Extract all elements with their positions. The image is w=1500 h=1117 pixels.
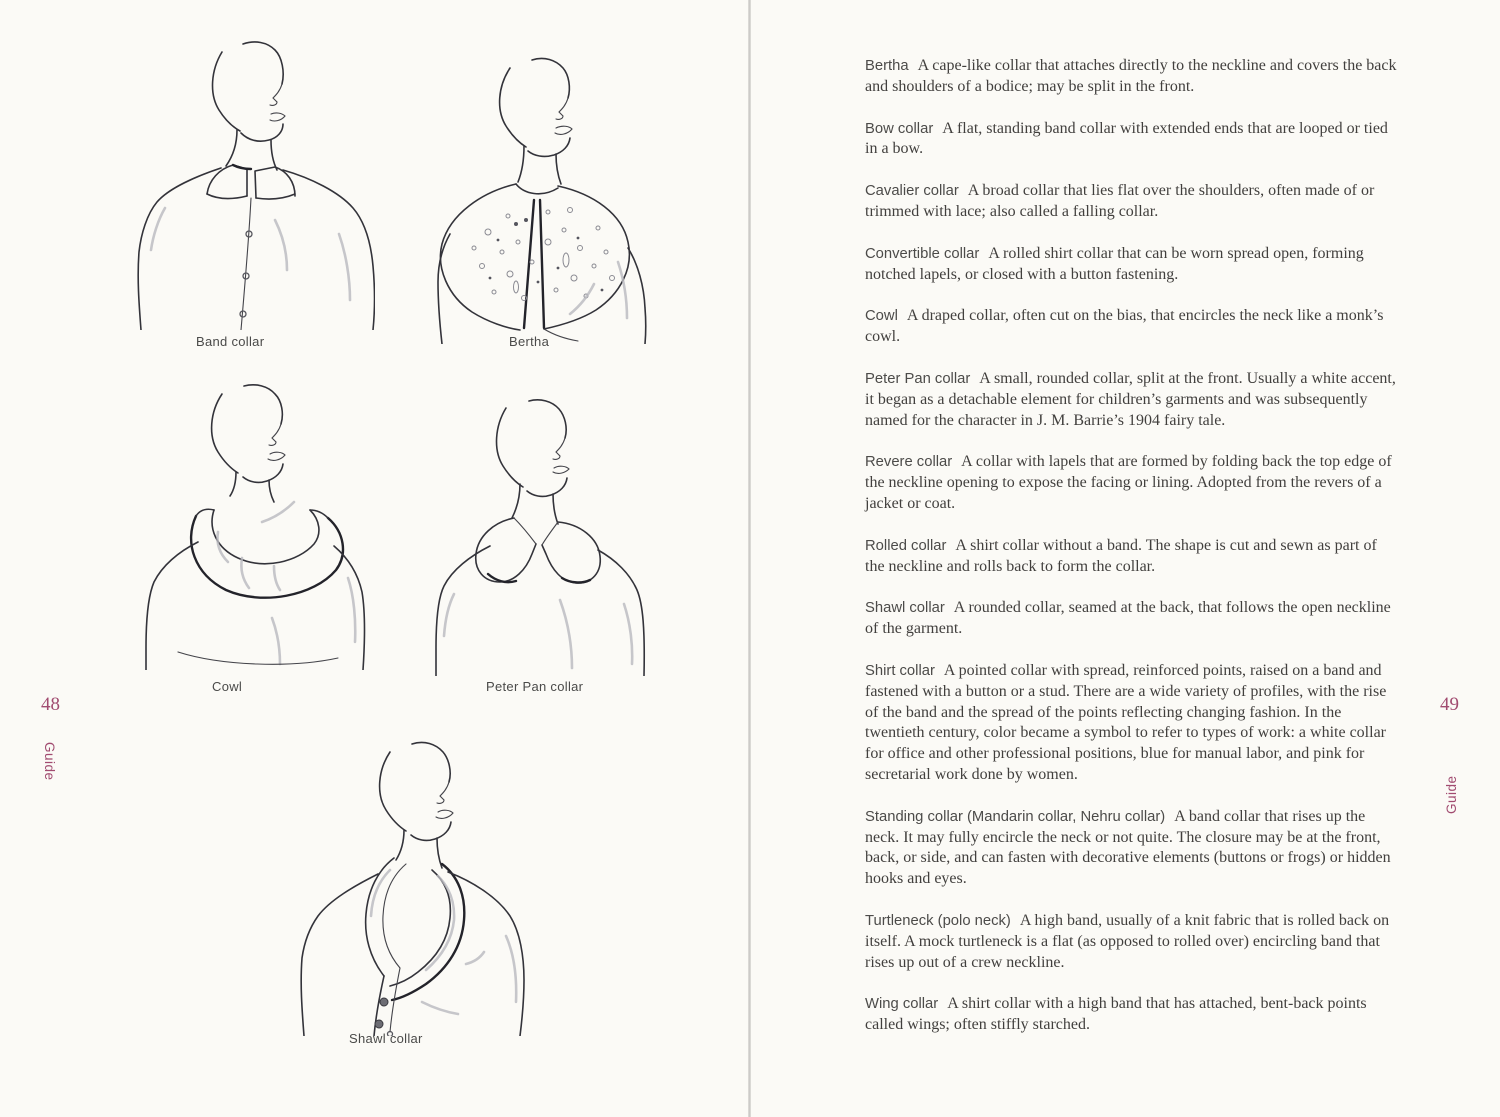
shawl-collar-figure: [262, 740, 548, 1036]
figure-caption-cowl: Cowl: [212, 679, 243, 694]
glossary-entry: [865, 369, 1397, 431]
bertha-collar-illustration: [398, 52, 668, 344]
glossary-entry: [865, 911, 1397, 973]
glossary-entry: [865, 452, 1397, 514]
glossary-entry: [865, 244, 1397, 286]
figure-caption-peter-pan: Peter Pan collar: [486, 679, 584, 694]
glossary-entry: [865, 119, 1397, 161]
figure-caption-band-collar: Band collar: [196, 334, 265, 349]
entry-definition: A collar with lapels that are formed by folding back the top edge of the neckline opening to expose the facing or lining. Adopted from the revers of a jacket or coat.: [865, 453, 1392, 512]
entry-definition: A small, rounded collar, split at the front. Usually a white accent, it began as a detachable element for children’s garments and was subsequently named for the character in J. M. Barrie’s 1904 fairy tale.: [865, 369, 1396, 429]
entry-definition: A cape-like collar that attaches directly to the neckline and covers the back and shoulders of a bodice; may be split in the front.: [865, 57, 1397, 95]
entry-definition: A band collar that rises up the neck. It may fully encircle the neck or not quite. The closure may be at the front, back, or side, and can fasten with decorative elements (buttons or frogs) or hidden hooks and eyes.: [865, 807, 1391, 888]
left-page: [0, 0, 749, 1117]
entry-definition: A broad collar that lies flat over the shoulders, often made of or trimmed with lace; also called a falling collar.: [865, 182, 1375, 220]
band-collar-illustration: [125, 38, 375, 330]
peter-pan-collar-figure: [410, 398, 666, 676]
entry-term: Turtleneck (polo neck): [865, 912, 1011, 929]
entry-term: Bow collar: [865, 120, 934, 137]
glossary-entry: [865, 598, 1397, 640]
right-page: [752, 0, 1500, 1117]
entry-definition: A rolled shirt collar that can be worn spread open, forming notched lapels, or closed with a button fastening.: [865, 244, 1364, 283]
entry-term: Shawl collar: [865, 600, 945, 617]
folio-right: 49: [1440, 694, 1459, 715]
entry-definition: A pointed collar with spread, reinforced points, raised on a band and fastened with a button or a stud. There are a wide variety of profiles, with the rise of the band and the spread of the points reflecting changing fashion. In the twentieth century, color became a symbol to refer to types of work: a white collar for office and other professional positions, blue for manual labor, and pink for secretarial work done by women.: [865, 661, 1387, 783]
glossary-column: [865, 56, 1397, 1057]
glossary-entry: [865, 56, 1397, 98]
entry-definition: A flat, standing band collar with extended ends that are looped or tied in a bow.: [865, 119, 1388, 158]
figure-caption-bertha: Bertha: [509, 334, 550, 349]
entry-definition: A draped collar, often cut on the bias, that encircles the neck like a monk’s cowl.: [865, 307, 1384, 346]
entry-definition: A rounded collar, seamed at the back, that follows the open neckline of the garment.: [865, 599, 1391, 638]
entry-term: Cowl: [865, 308, 898, 325]
running-head-left: Guide: [42, 742, 57, 781]
cowl-collar-illustration: [122, 382, 380, 670]
entry-term: Peter Pan collar: [865, 370, 971, 387]
glossary-entry: [865, 181, 1397, 223]
entry-term: Bertha: [865, 58, 909, 74]
glossary-entry: [865, 994, 1397, 1036]
entry-definition: A shirt collar without a band. The shape is cut and sewn as part of the neckline and rolls back to form the collar.: [865, 536, 1377, 575]
page-gutter: [748, 0, 751, 1117]
cowl-collar-figure: [122, 382, 380, 670]
entry-definition: A shirt collar with a high band that has attached, bent-back points called wings; often stiffly starched.: [865, 995, 1367, 1034]
entry-term: Convertible collar: [865, 245, 980, 262]
entry-definition: A high band, usually of a knit fabric that is rolled back on itself. A mock turtleneck is a flat (as opposed to rolled over) encircling band that rises up out of a crew neckline.: [865, 911, 1390, 971]
glossary-entry: [865, 807, 1397, 890]
glossary-entry: [865, 306, 1397, 348]
glossary-entry: [865, 536, 1397, 578]
running-head-right: Guide: [1444, 775, 1459, 814]
bertha-collar-figure: [398, 52, 668, 344]
shawl-collar-illustration: [262, 740, 548, 1036]
band-collar-figure: [125, 38, 375, 330]
entry-term: Shirt collar: [865, 662, 935, 679]
entry-term: Standing collar (Mandarin collar, Nehru collar): [865, 808, 1166, 825]
folio-left: 48: [41, 694, 60, 715]
entry-term: Wing collar: [865, 996, 939, 1013]
glossary-entry: [865, 661, 1397, 786]
entry-term: Rolled collar: [865, 537, 947, 554]
entry-term: Cavalier collar: [865, 183, 959, 200]
peter-pan-collar-illustration: [410, 398, 666, 676]
entry-term: Revere collar: [865, 454, 953, 471]
figure-caption-shawl: Shawl collar: [349, 1031, 423, 1046]
